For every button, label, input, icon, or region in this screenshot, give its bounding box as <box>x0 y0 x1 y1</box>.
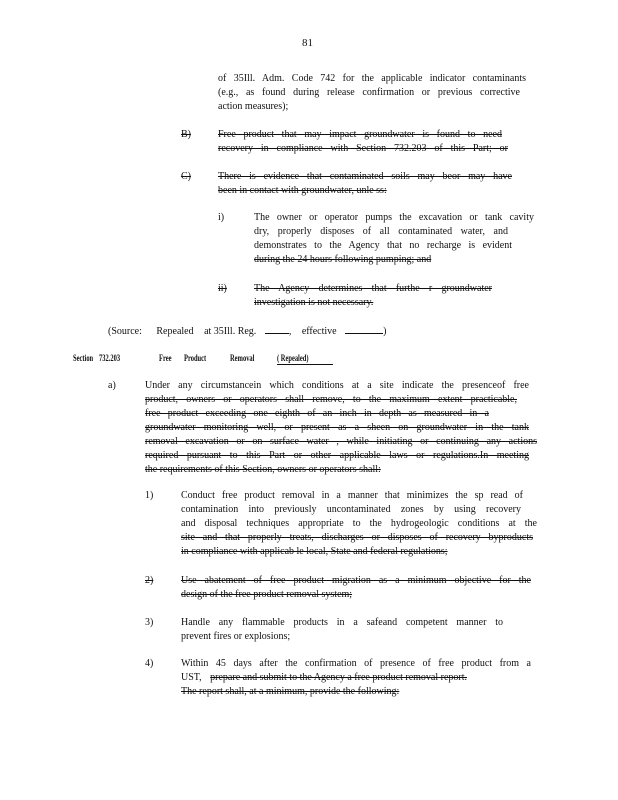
text-fragment: UST, <box>181 672 202 683</box>
struck-line: The Agency determines that furthe r groundwater <box>254 283 492 294</box>
struck-line: during the 24 hours following pumping; and <box>254 254 432 265</box>
struck-line: required pursuant to this Part or other applicable laws or regulations.In meeting <box>145 450 529 461</box>
effective-word: effective <box>301 326 337 337</box>
register-ref: at 35Ill. Reg. <box>204 326 257 337</box>
struck-line: in compliance with applicab le local, State and federal regulations; <box>181 546 448 557</box>
item-label: 4) <box>145 658 154 669</box>
text-line <box>181 672 467 684</box>
text-line: Handle any flammable products in a safeand competent manner to <box>181 617 503 628</box>
struck-line: investigation is not necessary. <box>254 297 374 308</box>
struck-fragment: prepare and submit to the Agency a free product removal report. <box>210 672 468 683</box>
text-line: prevent fires or explosions; <box>181 631 291 642</box>
struck-line: Free product that may impact groundwater is found to need <box>218 129 502 140</box>
struck-line: been in contact with groundwater, unle ss: <box>218 185 387 196</box>
struck-line: recovery in compliance with Section 732.203 of this Part; or <box>218 143 508 154</box>
item-label: 2) <box>145 575 154 586</box>
section-word: Section <box>73 353 94 363</box>
struck-line: the requirements of this Section, owners or operators shall: <box>145 464 381 475</box>
section-title-word: Product <box>184 353 207 363</box>
section-status: ( Repealed) <box>277 352 333 365</box>
struck-line: removal excavation or on surface water , while initiating or continuing any actions <box>145 436 537 447</box>
struck-line: There is evidence that contaminated soils may beor may have <box>218 171 512 182</box>
item-label: 1) <box>145 490 154 501</box>
item-label: 3) <box>145 617 154 628</box>
effective-blank <box>345 324 383 334</box>
text-line: (e.g., as found during release confirmation or previous corrective <box>218 87 520 98</box>
text-line: Within 45 days after the confirmation of presence of free product from a <box>181 658 531 669</box>
struck-line: site and that properly treats, discharges or disposes of recovery byproducts <box>181 532 533 543</box>
text-line: and disposal techniques appropriate to the hydrogeologic conditions at the <box>181 518 537 529</box>
text-line: of 35Ill. Adm. Code 742 for the applicable indicator contaminants <box>218 73 526 84</box>
text-line: dry, properly disposes of all contaminated water, and <box>254 226 508 237</box>
item-label: C) <box>181 171 191 182</box>
item-label: B) <box>181 129 191 140</box>
item-label: a) <box>108 380 116 391</box>
text-line: Under any circumstancein which conditions at a site indicate the presenceof free <box>145 380 529 391</box>
repealed-word: Repealed <box>156 326 194 337</box>
text-line: The owner or operator pumps the excavation or tank cavity <box>254 212 534 223</box>
register-blank <box>265 324 289 334</box>
source-note <box>108 324 386 338</box>
struck-line: free product exceeding one eighth of an inch in depth as measured in a <box>145 408 489 419</box>
text-line: contamination into previously uncontaminated zones by using recovery <box>181 504 521 515</box>
comma: , <box>288 326 292 337</box>
text-line: action measures); <box>218 101 289 112</box>
struck-line: The report shall, at a minimum, provide the following: <box>181 686 400 697</box>
section-number: 732.203 <box>99 353 121 363</box>
struck-line: design of the free product removal system; <box>181 589 353 600</box>
close-paren: ) <box>383 326 387 337</box>
section-title-word: Removal <box>230 353 255 363</box>
struck-line: product, owners or operators shall remove, to the maximum extent practicable, <box>145 394 517 405</box>
struck-line: groundwater monitoring well, or present as a sheen on groundwater in the tank <box>145 422 529 433</box>
item-label: ii) <box>218 283 227 294</box>
source-label: (Source: <box>108 326 142 337</box>
text-line: Conduct free product removal in a manner that minimizes the sp read of <box>181 490 523 501</box>
struck-line: Use abatement of free product migration as a minimum objective for the <box>181 575 531 586</box>
section-title-word: Free <box>159 353 172 363</box>
item-label: i) <box>218 212 225 223</box>
page-number: 81 <box>302 37 313 49</box>
text-line: demonstrates to the Agency that no recharge is evident <box>254 240 512 251</box>
